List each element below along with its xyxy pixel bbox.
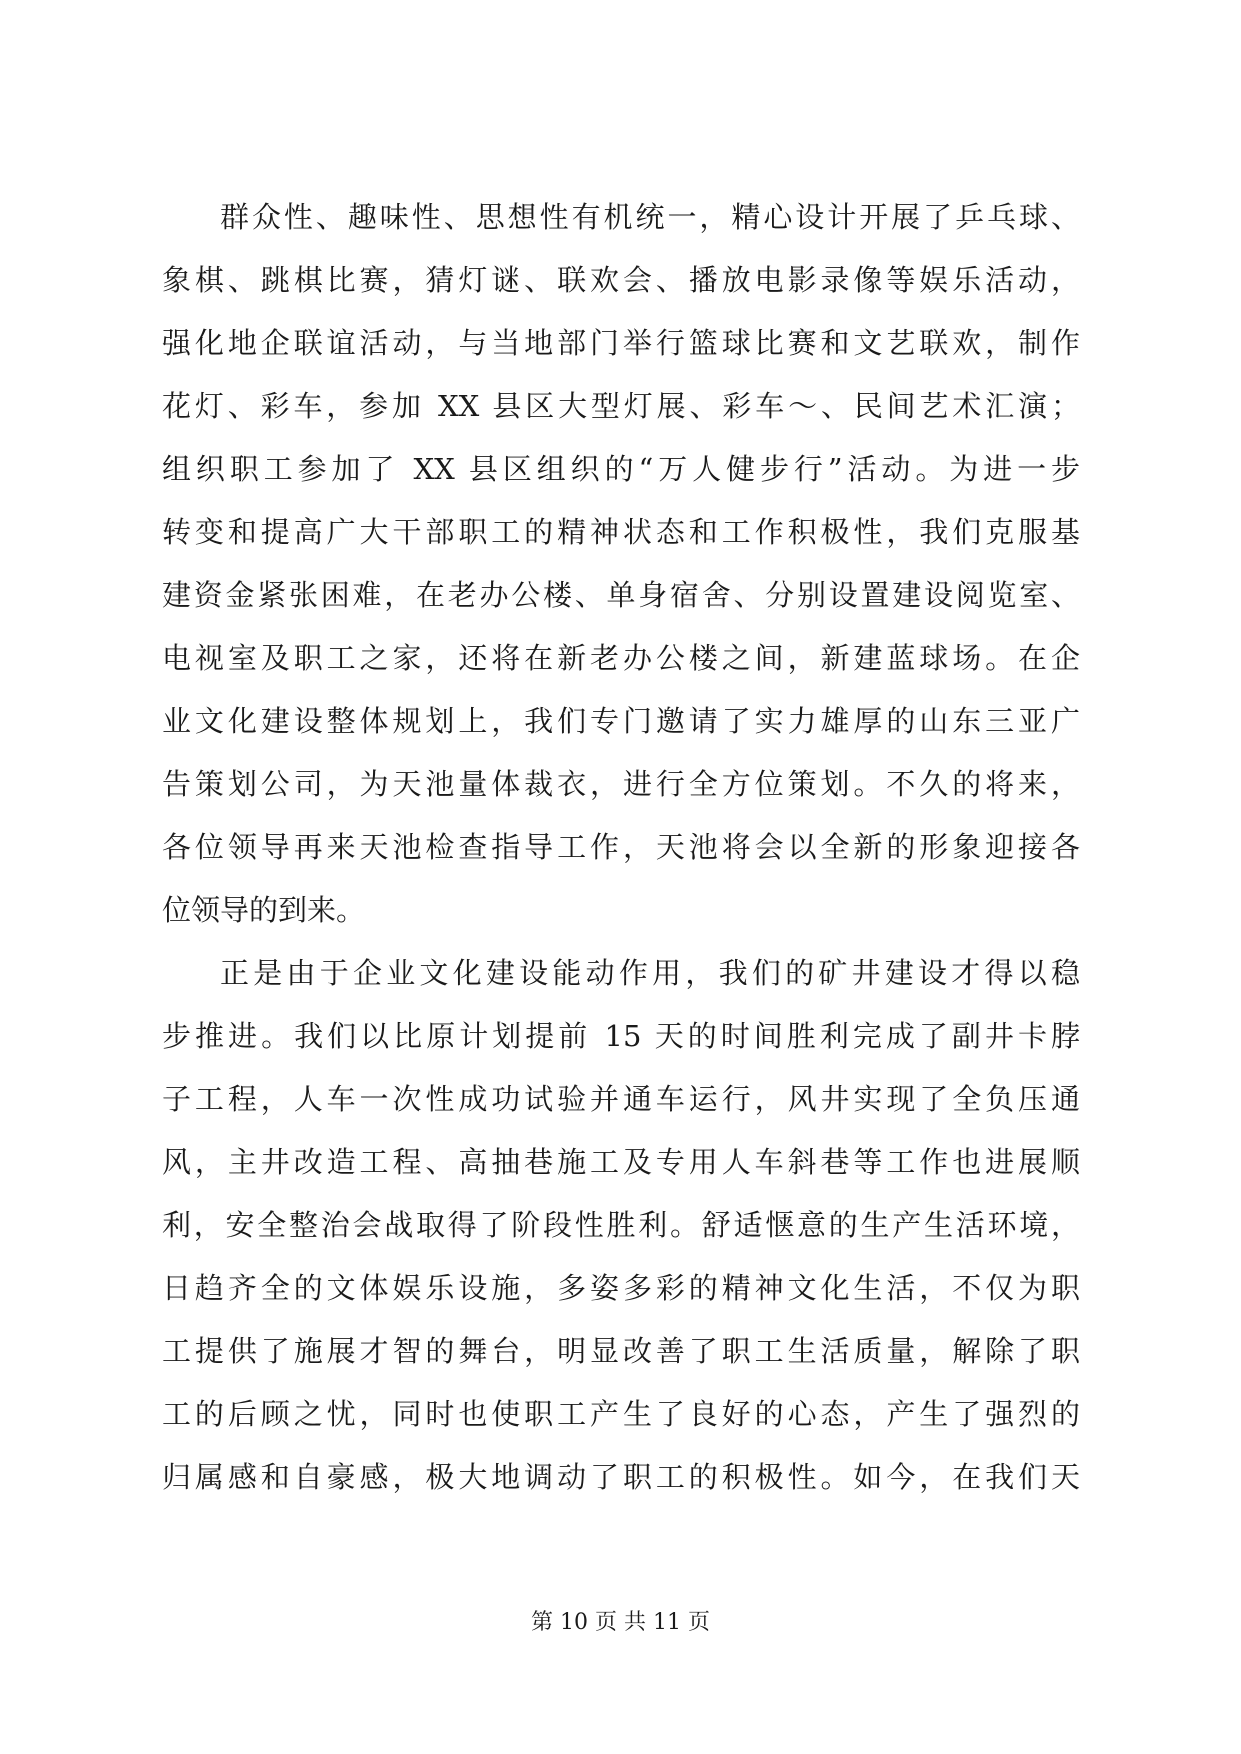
text-line: 风，主井改造工程、高抽巷施工及专用人车斜巷等工作也进展顺 bbox=[162, 1145, 1080, 1179]
text-line: 步推进。我们以比原计划提前 15 天的时间胜利完成了副井卡脖 bbox=[162, 1019, 1080, 1053]
text-line: 位领导的到来。 bbox=[162, 893, 366, 927]
text-line: 工提供了施展才智的舞台，明显改善了职工生活质量，解除了职 bbox=[162, 1334, 1080, 1368]
text-line: 归属感和自豪感，极大地调动了职工的积极性。如今，在我们天 bbox=[162, 1460, 1080, 1494]
text-line: 花灯、彩车，参加 XX 县区大型灯展、彩车～、民间艺术汇演； bbox=[162, 389, 1080, 423]
text-line: 工的后顾之忧，同时也使职工产生了良好的心态，产生了强烈的 bbox=[162, 1397, 1080, 1431]
text-line: 正是由于企业文化建设能动作用，我们的矿井建设才得以稳 bbox=[220, 956, 1080, 990]
paragraph-1 bbox=[162, 186, 1080, 942]
text-line: 各位领导再来天池检查指导工作，天池将会以全新的形象迎接各 bbox=[162, 830, 1080, 864]
text-line: 告策划公司，为天池量体裁衣，进行全方位策划。不久的将来， bbox=[162, 767, 1080, 801]
text-line: 转变和提高广大干部职工的精神状态和工作积极性，我们克服基 bbox=[162, 515, 1080, 549]
text-line: 象棋、跳棋比赛，猜灯谜、联欢会、播放电影录像等娱乐活动， bbox=[162, 263, 1080, 297]
text-line: 建资金紧张困难，在老办公楼、单身宿舍、分别设置建设阅览室、 bbox=[162, 578, 1080, 612]
text-line: 子工程，人车一次性成功试验并通车运行，风井实现了全负压通 bbox=[162, 1082, 1080, 1116]
document-body bbox=[162, 186, 1080, 1509]
text-line: 利，安全整治会战取得了阶段性胜利。舒适惬意的生产生活环境， bbox=[162, 1208, 1080, 1242]
text-line: 业文化建设整体规划上，我们专门邀请了实力雄厚的山东三亚广 bbox=[162, 704, 1080, 738]
paragraph-2 bbox=[162, 942, 1080, 1509]
text-line: 群众性、趣味性、思想性有机统一，精心设计开展了乒乓球、 bbox=[220, 200, 1080, 234]
text-line: 电视室及职工之家，还将在新老办公楼之间，新建蓝球场。在企 bbox=[162, 641, 1080, 675]
text-line: 日趋齐全的文体娱乐设施，多姿多彩的精神文化生活，不仅为职 bbox=[162, 1271, 1080, 1305]
text-line: 组织职工参加了 XX 县区组织的“万人健步行”活动。为进一步 bbox=[162, 452, 1080, 486]
text-line: 强化地企联谊活动，与当地部门举行篮球比赛和文艺联欢，制作 bbox=[162, 326, 1080, 360]
page-footer: 第 10 页 共 11 页 bbox=[531, 1610, 710, 1635]
